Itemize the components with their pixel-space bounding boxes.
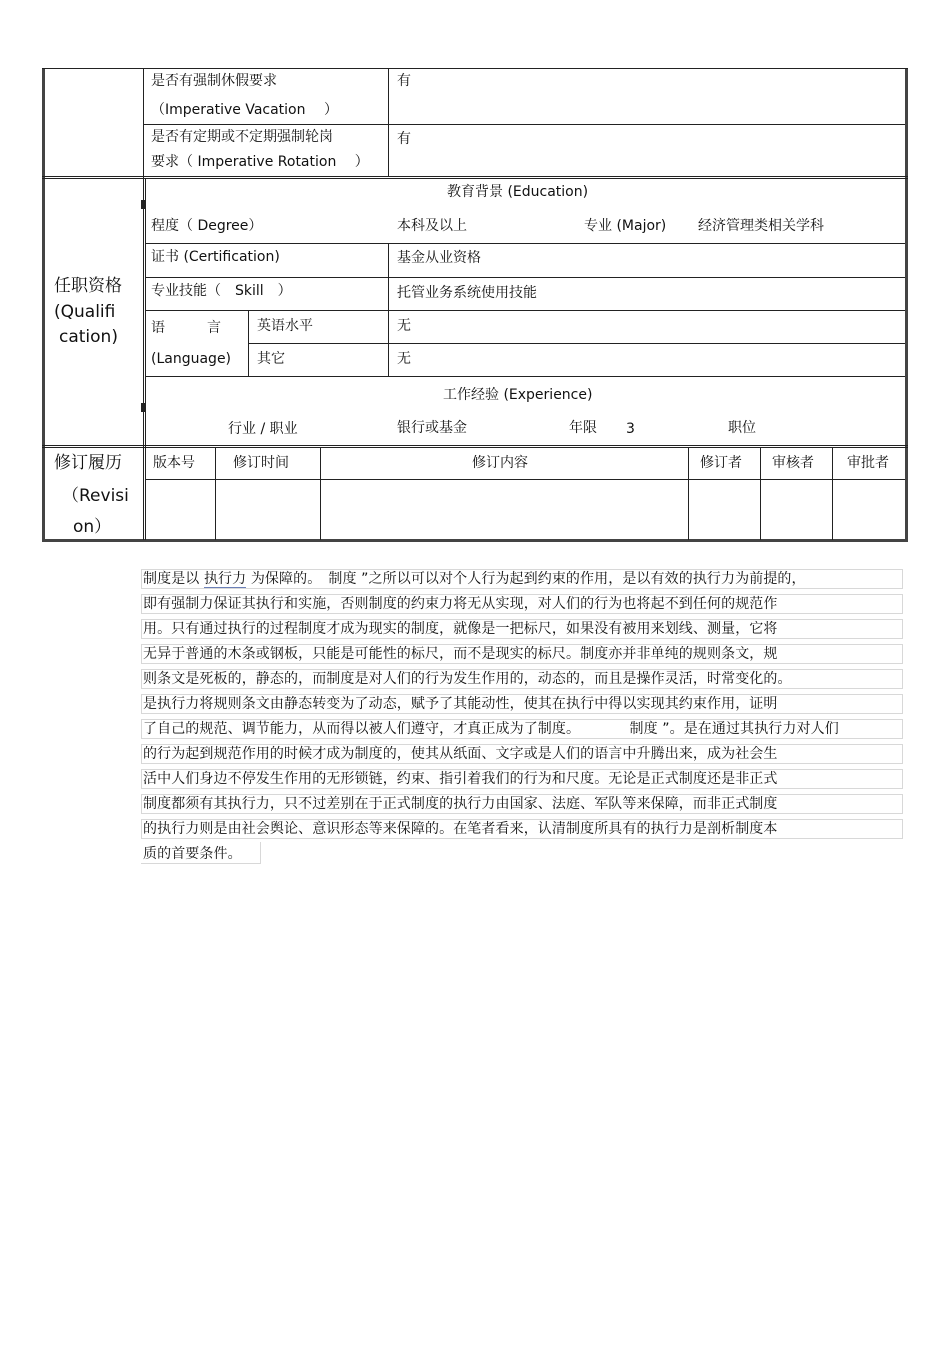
paragraph-line: 是执行力将规则条文由静态转变为了动态，赋予了其能动性，使其在执行中得以实现其约束作用，证明 [143,696,778,712]
experience-header: 工作经验 (Experience) [443,387,593,403]
table-left-border [42,68,45,542]
qualification-label-en: (Qualifi [54,302,116,322]
section-divider [42,178,908,179]
qualification-label-en-2: cation) [59,327,118,347]
rotation-question: 是否有定期或不定期强制轮岗 [151,129,333,145]
degree-label: 程度（ Degree） [151,218,263,234]
certification-value: 基金从业资格 [397,250,481,266]
education-header: 教育背景 (Education) [447,184,589,200]
skill-label: 专业技能（ Skill ） [151,283,292,299]
rev-col-reviewer: 审核者 [772,455,814,471]
col-divider [143,68,144,540]
language-label: 语 言 [151,320,221,336]
table-bottom-border [42,539,908,542]
qualification-label: 任职资格 [54,276,122,296]
major-value: 经济管理类相关学科 [698,218,824,234]
paragraph-line: 了自己的规范、调节能力，从而得以被人们遵守，才真正成为了制度。 制度 ”。是在通过其执行力对人们 [143,721,839,737]
other-language-value: 无 [397,351,411,367]
certification-label: 证书 (Certification) [151,249,280,265]
vacation-question-en: （Imperative Vacation ） [151,102,338,118]
english-level-label: 英语水平 [257,318,313,334]
years-value: 3 [626,421,635,437]
section-divider [42,447,908,448]
rev-col-version: 版本号 [153,455,195,471]
paragraph-line: 即有强制力保证其执行和实施，否则制度的约束力将无从实现，对人们的行为也将起不到任何的规范作 [143,596,778,612]
paragraph-line: 的执行力则是由社会舆论、意识形态等来保障的。在笔者看来，认清制度所具有的执行力是剖析制度本 [143,821,778,837]
execution-link[interactable]: 执行力 [203,571,247,587]
position-label: 职位 [728,420,756,436]
skill-value: 托管业务系统使用技能 [397,285,537,301]
major-label: 专业 (Major) [584,218,667,234]
table-top-border [42,68,908,69]
paragraph-line: 制度是以 执行力 为保障的。 制度 ”之所以可以对个人行为起到约束的作用，是以有效的执行力为前提的， [143,571,806,587]
revision-label: 修订履历 [54,453,122,473]
years-label: 年限 [569,420,597,436]
paragraph-line: 的行为起到规范作用的时候才成为制度的，使其从纸面、文字或是人们的语言中升腾出来，成为社会生 [143,746,778,762]
rev-col-reviser: 修订者 [700,455,742,471]
rev-col-date: 修订时间 [233,455,289,471]
paragraph-line: 用。只有通过执行的过程制度才成为现实的制度，就像是一把标尺，如果没有被用来划线、测量，它将 [143,621,778,637]
section-divider [42,445,908,446]
degree-value: 本科及以上 [397,218,467,234]
vacation-answer: 有 [397,73,411,89]
industry-label: 行业 / 职业 [228,421,298,437]
vacation-question: 是否有强制休假要求 [151,73,277,89]
revision-label-en: （Revisi [62,486,129,506]
paragraph-line: 活中人们身边不停发生作用的无形锁链，约束、指引着我们的行为和尺度。无论是正式制度还是非正式 [143,771,778,787]
industry-value: 银行或基金 [397,420,467,436]
rotation-question-en: 要求（ Imperative Rotation ） [151,154,369,170]
revision-label-en-2: on） [73,517,112,537]
col-divider [145,178,146,540]
table-right-border [905,68,908,542]
other-language-label: 其它 [257,351,285,367]
paragraph-line: 无异于普通的木条或钢板，只能是可能性的标尺，而不是现实的标尺。制度亦并非单纯的规则条文，规 [143,646,778,662]
paragraph-line: 则条文是死板的，静态的，而制度是对人们的行为发生作用的，动态的，而且是操作灵活，时常变化的。 [143,671,792,687]
rotation-answer: 有 [397,131,411,147]
paragraph-line: 质的首要条件。 [143,846,242,862]
rev-col-content: 修订内容 [472,455,528,471]
rev-col-approver: 审批者 [847,455,889,471]
section-divider [42,176,908,177]
english-level-value: 无 [397,318,411,334]
paragraph-line: 制度都须有其执行力，只不过差别在于正式制度的执行力由国家、法庭、军队等来保障，而非正式制度 [143,796,778,812]
language-label-en: (Language) [151,351,232,367]
